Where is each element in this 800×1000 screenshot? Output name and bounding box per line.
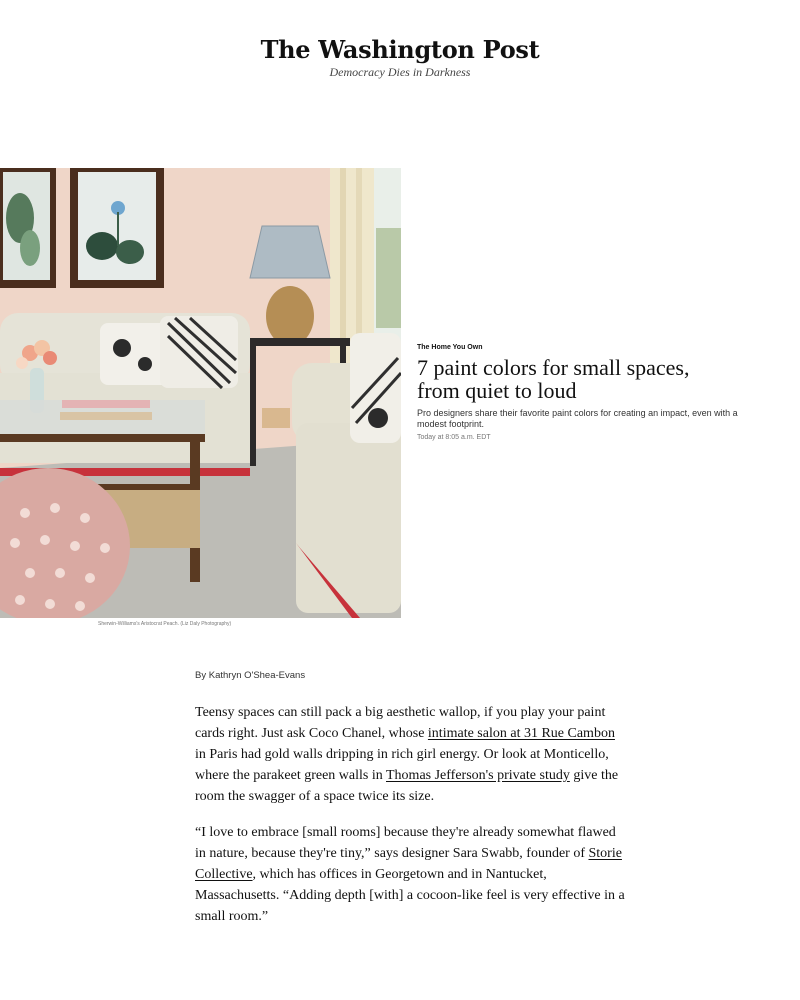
publish-timestamp: Today at 8:05 a.m. EDT [417,434,491,441]
paragraph-2 [195,822,625,927]
article-headline [417,356,747,402]
masthead-tagline: Democracy Dies in Darkness [329,65,471,79]
washington-post-logo[interactable]: The Washington Post [260,35,540,64]
byline-prefix: By [195,670,207,681]
article-header [417,344,747,441]
paragraph-1 [195,702,625,807]
masthead [0,36,800,80]
image-caption: Sherwin-Williams's Aristocrat Peach. (Liz Daly Photography) [98,621,232,627]
p2-text-1: “I love to embrace [small rooms] because they're already somewhat flawed in nature, because they're tiny,” says designer Sara Swabb, founder of [195,825,616,861]
jefferson-study-link[interactable]: Thomas Jefferson's private study [386,768,570,783]
p1-text-3: give the room the swagger of a space twice its size. [195,768,619,804]
byline [195,670,305,681]
p2-text-2: , which has offices in Georgetown and in Nantucket, Massachusetts. “Adding depth [with] a cocoon-like feel is very effective in a small room.” [195,867,625,924]
section-kicker[interactable]: The Home You Own [417,344,483,351]
article-dek: Pro designers share their favorite paint colors for creating an impact, even with a modest footprint. [417,408,738,429]
p1-text-2: in Paris had gold walls dripping in rich girl energy. Or look at Monticello, where the parakeet green walls in [195,747,609,783]
hero-image [0,168,401,618]
author-link[interactable]: Kathryn O'Shea-Evans [208,670,306,681]
storie-collective-link[interactable]: Storie Collective [195,846,622,882]
headline-line-2: from quiet to loud [417,378,577,403]
chanel-salon-link[interactable]: intimate salon at 31 Rue Cambon [427,726,615,741]
article-body [195,702,625,942]
p1-text-1: Teensy spaces can still pack a big aesthetic wallop, if you play your paint cards right. Just ask Coco Chanel, whose [195,705,606,741]
living-room-photo [0,168,401,618]
headline-line-1: 7 paint colors for small spaces, [417,355,690,380]
